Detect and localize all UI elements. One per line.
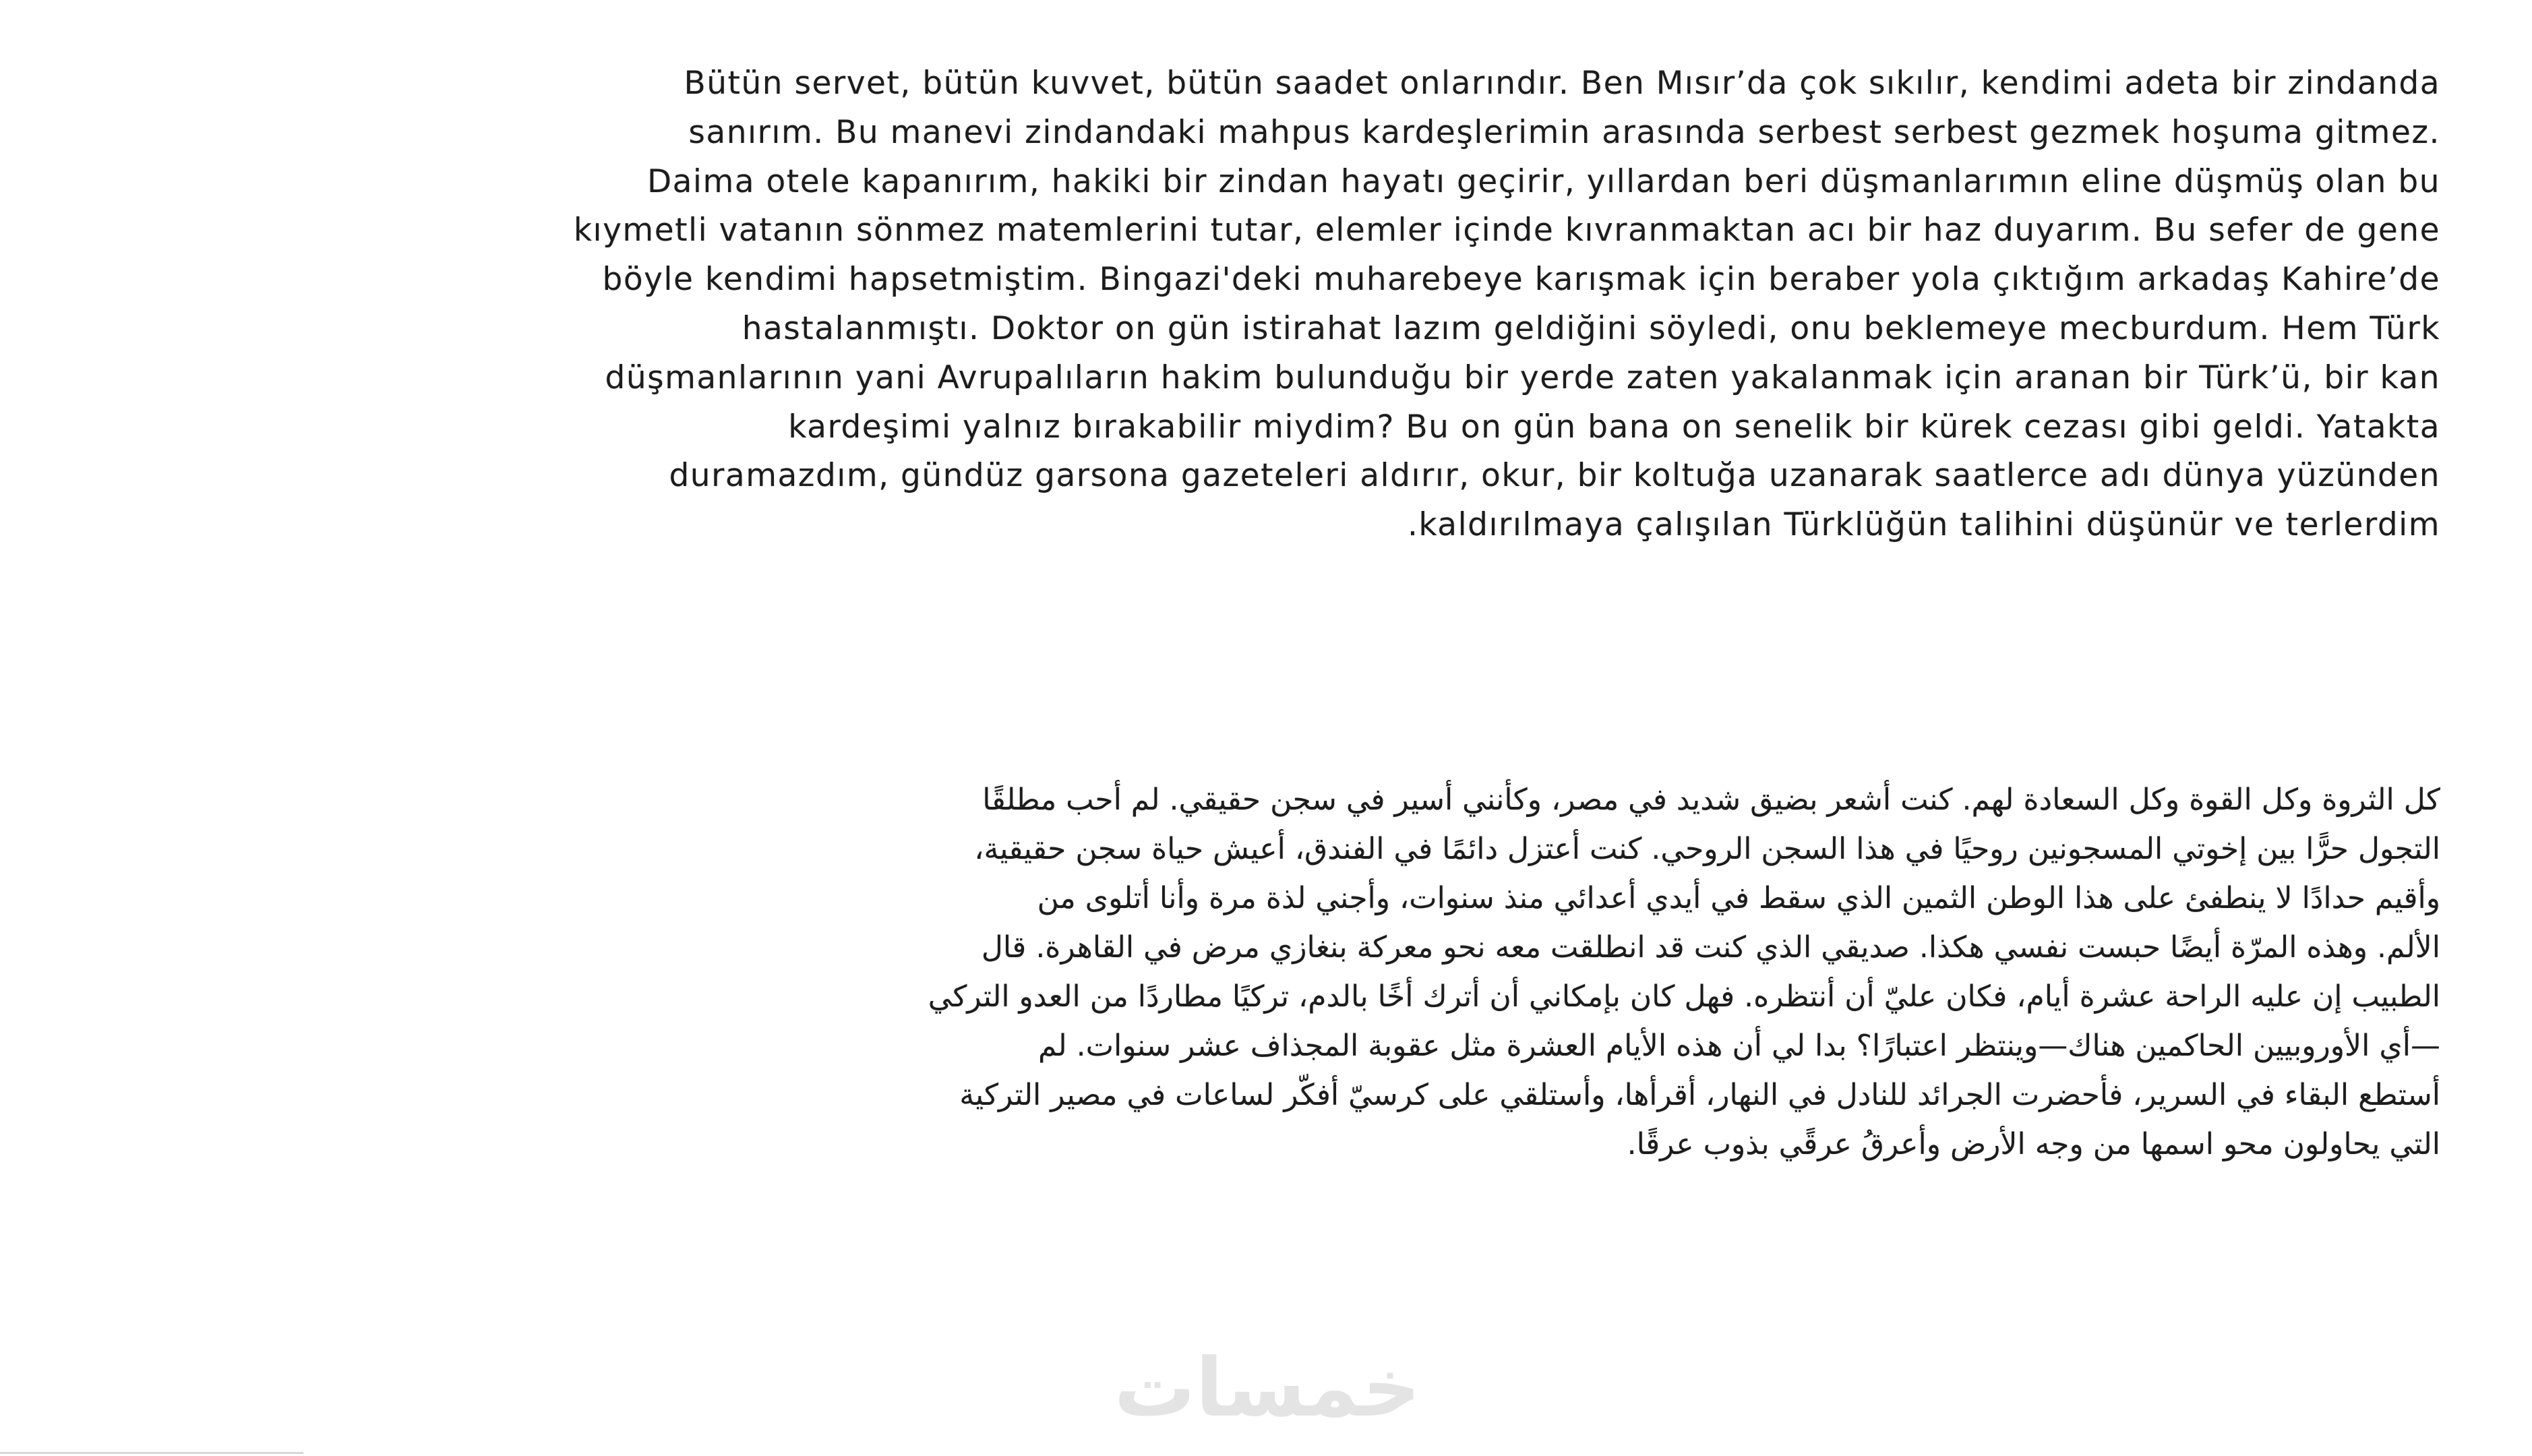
turkish-line: kardeşimi yalnız bırakabilir miydim? Bu on gün bana on senelik bir kürek cezası gibi geldi. Yatakta <box>788 408 2440 446</box>
arabic-line: الطبيب إن عليه الراحة عشرة أيام، فكان عليّ أن أنتظره. فهل كان بإمكاني أن أترك أخًا بالدم، تركيًا مطاردًا من العدو التركي <box>928 979 2440 1014</box>
turkish-line: .kaldırılmaya çalışılan Türklüğün talihini düşünür ve terlerdim <box>1407 506 2440 544</box>
turkish-line: hastalanmıştı. Doktor on gün istirahat lazım geldiğini söyledi, onu beklemeye mecburdum. Hem Türk <box>742 309 2440 347</box>
arabic-line: وأقيم حدادًا لا ينطفئ على هذا الوطن الثمين الذي سقط في أيدي أعدائي منذ سنوات، وأجني لذة مرة وأنا أتلوى من <box>1037 881 2440 915</box>
turkish-line: Bütün servet, bütün kuvvet, bütün saadet onlarındır. Ben Mısır’da çok sıkılır, kendimi adeta bir zindanda <box>684 65 2440 102</box>
arabic-line: التجول حرًّا بين إخوتي المسجونين روحيًا في هذا السجن الروحي. كنت أعتزل دائمًا في الفندق، أعيش حياة سجن حقيقية، <box>974 832 2440 866</box>
arabic-paragraph <box>94 775 2440 1169</box>
khamsat-watermark: خمسات <box>1114 1341 1421 1435</box>
turkish-line: duramazdım, gündüz garsona gazeteleri aldırır, okur, bir koltuğa uzanarak saatlerce adı dünya yüzünden <box>669 457 2440 495</box>
arabic-line: أستطع البقاء في السرير، فأحضرت الجرائد للنادل في النهار، أقرأها، وأستلقي على كرسيّ أفكّر لساعات في مصير التركية <box>959 1078 2440 1112</box>
arabic-line: —أي الأوروبيين الحاكمين هناك—وينتظر اعتبارًا؟ بدا لي أن هذه الأيام العشرة مثل عقوبة المجذاف عشر سنوات. لم <box>1037 1029 2440 1063</box>
turkish-line: düşmanlarının yani Avrupalıların hakim bulunduğu bir yerde zaten yakalanmak için aranan bir Türk’ü, bir kan <box>605 359 2440 396</box>
arabic-line: التي يحاولون محو اسمها من وجه الأرض وأعرقُ عرقًي بذوب عرقًا. <box>1627 1127 2440 1161</box>
arabic-line: الألم. وهذه المرّة أيضًا حبست نفسي هكذا. صديقي الذي كنت قد انطلقت معه نحو معركة بنغازي مرض في القاهرة. قال <box>981 930 2440 965</box>
bottom-divider <box>0 1452 303 1454</box>
turkish-line: Daima otele kapanırım, hakiki bir zindan hayatı geçirir, yıllardan beri düşmanlarımın eline düşmüş olan bu <box>646 162 2440 200</box>
turkish-paragraph <box>94 59 2440 550</box>
turkish-line: böyle kendimi hapsetmiştim. Bingazi'deki muharebeye karışmak için beraber yola çıktığım arkadaş Kahire’de <box>602 261 2440 299</box>
turkish-line: kıymetli vatanın sönmez matemlerini tutar, elemler içinde kıvranmaktan acı bir haz duyarım. Bu sefer de gene <box>573 212 2440 249</box>
turkish-line: sanırım. Bu manevi zindandaki mahpus kardeşlerimin arasında serbest serbest gezmek hoşuma gitmez. <box>688 113 2440 151</box>
arabic-line: كل الثروة وكل القوة وكل السعادة لهم. كنت أشعر بضيق شديد في مصر، وكأنني أسير في سجن حقيقي. لم أحب مطلقًا <box>982 783 2440 817</box>
